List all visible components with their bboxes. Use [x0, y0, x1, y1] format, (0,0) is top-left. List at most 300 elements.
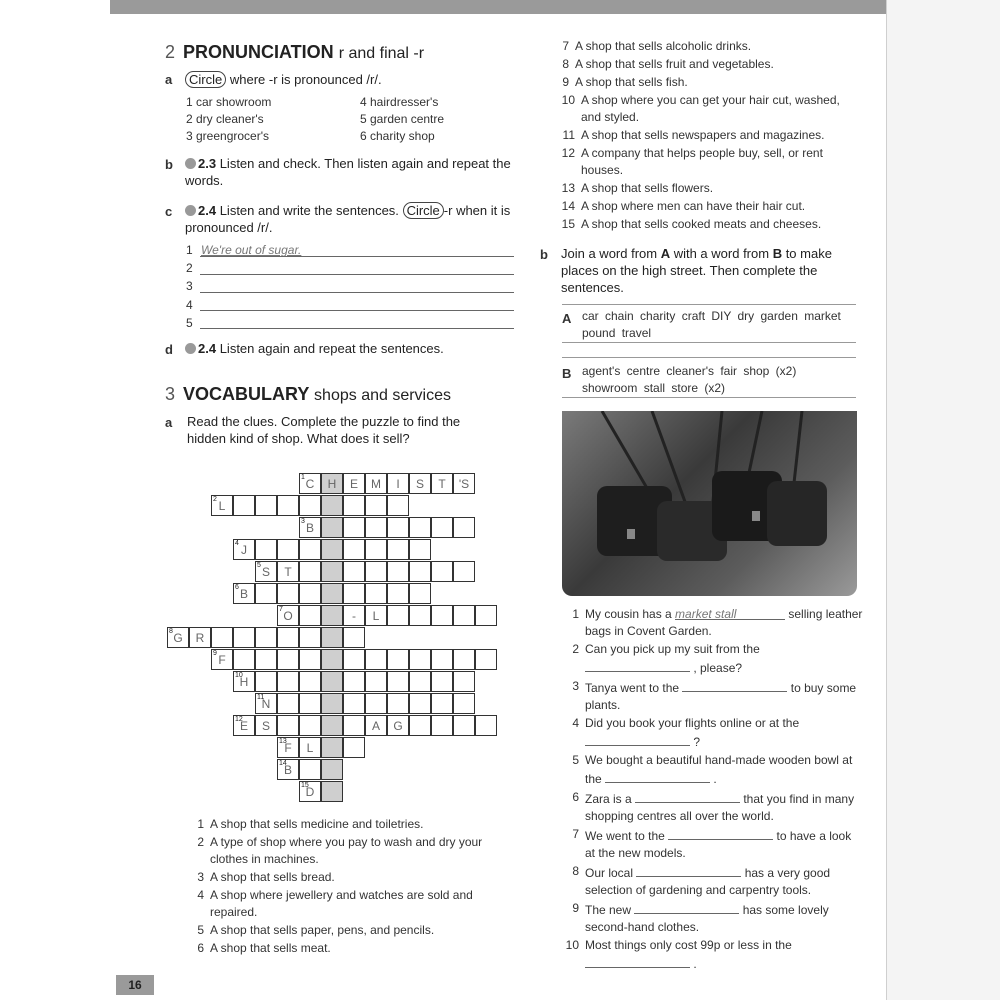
crossword-cell[interactable] [475, 605, 497, 626]
clue-item [188, 834, 498, 868]
crossword-cell[interactable] [255, 583, 277, 604]
crossword-cell[interactable] [409, 671, 431, 692]
crossword-cell[interactable] [233, 627, 255, 648]
clue-text: A shop where men can have their hair cut. [581, 199, 806, 213]
clue-text: A shop that sells bread. [210, 870, 335, 884]
crossword-cell[interactable] [431, 473, 453, 494]
clue-number: 10 [235, 672, 243, 679]
crossword-cell[interactable] [387, 517, 409, 538]
clue-number: 14 [279, 760, 287, 767]
crossword-cell[interactable] [321, 781, 343, 802]
crossword-cell[interactable] [387, 649, 409, 670]
sentence-text [585, 900, 863, 936]
answer-blank[interactable] [605, 769, 710, 783]
crossword-cell[interactable] [299, 473, 321, 494]
clue-number: 8 [562, 57, 569, 71]
sentence-post: that you find in many shopping centres all over the world. [585, 792, 855, 823]
sentence-pre: My cousin has a [585, 607, 676, 621]
crossword-cell[interactable] [277, 561, 299, 582]
crossword-cell[interactable] [453, 561, 475, 582]
crossword-cell[interactable] [277, 605, 299, 626]
crossword-cell[interactable] [211, 495, 233, 516]
audio-icon[interactable] [185, 205, 196, 216]
crossword-cell[interactable] [343, 693, 365, 714]
exercise-2a-instruction: Circle where -r is pronounced /r/. [185, 71, 382, 88]
crossword-letter: - [352, 608, 356, 623]
crossword-cell[interactable] [365, 517, 387, 538]
crossword-cell[interactable] [387, 671, 409, 692]
crossword-cell[interactable] [321, 715, 343, 736]
crossword-cell[interactable] [343, 715, 365, 736]
crossword-cell[interactable] [189, 627, 211, 648]
exercise-letter-a: a [165, 415, 173, 430]
crossword-cell[interactable] [409, 561, 431, 582]
crossword-cell[interactable] [431, 671, 453, 692]
crossword-cell[interactable] [277, 539, 299, 560]
sentence-text [585, 937, 863, 973]
crossword-letter: S [261, 718, 270, 733]
crossword-letter: B [283, 762, 292, 777]
answer-blank[interactable] [585, 954, 690, 968]
crossword-cell[interactable] [343, 627, 365, 648]
crossword-cell[interactable] [409, 583, 431, 604]
exercise-letter-b: b [540, 247, 548, 262]
crossword-letter: C [305, 476, 315, 491]
crossword-cell[interactable] [431, 693, 453, 714]
exercise-letter-a: a [165, 72, 173, 87]
crossword-letter: A [371, 718, 380, 733]
sentence-post: selling leather bags in Covent Garden. [585, 607, 863, 638]
crossword-letter: S [415, 476, 424, 491]
clue-number: 12 [561, 146, 575, 160]
sentence-item [563, 641, 863, 677]
sentence-number: 10 [565, 938, 579, 952]
clue-number: 11 [257, 694, 265, 701]
crossword-cell[interactable] [255, 627, 277, 648]
crossword-cell[interactable] [321, 561, 343, 582]
crossword-cell[interactable] [431, 561, 453, 582]
crossword-cell[interactable] [299, 737, 321, 758]
crossword-cell[interactable] [233, 583, 255, 604]
clue-item [553, 198, 848, 215]
crossword-cell[interactable] [343, 605, 365, 626]
clue-item [553, 216, 848, 233]
crossword-letter: F [284, 740, 292, 755]
crossword-letter: N [261, 696, 271, 711]
crossword-cell[interactable] [343, 561, 365, 582]
page-number: 16 [116, 975, 154, 995]
sentence-item [563, 752, 863, 788]
crossword-cell[interactable] [277, 737, 299, 758]
sentence-text [585, 715, 863, 751]
exercise-3b-instruction: Join a word from A with a word from B to make places on the high street. Then complete the sentences. [561, 246, 832, 295]
sentence-pre: The new [585, 903, 635, 917]
crossword-cell[interactable] [343, 671, 365, 692]
crossword-cell[interactable] [453, 605, 475, 626]
audio-icon[interactable] [185, 158, 196, 169]
crossword-cell[interactable] [233, 539, 255, 560]
crossword-cell[interactable] [475, 649, 497, 670]
crossword-cell[interactable] [321, 605, 343, 626]
crossword-letter: L [218, 498, 226, 513]
clue-item [188, 940, 498, 957]
crossword-cell[interactable] [321, 517, 343, 538]
crossword-cell[interactable] [321, 759, 343, 780]
crossword-cell[interactable] [299, 605, 321, 626]
crossword-cell[interactable] [299, 649, 321, 670]
crossword-cell[interactable] [255, 495, 277, 516]
page-edge [886, 0, 1000, 1000]
clue-item [553, 38, 848, 55]
crossword-cell[interactable] [233, 715, 255, 736]
crossword-cell[interactable] [167, 627, 189, 648]
crossword-cell[interactable] [343, 517, 365, 538]
exercise-2b-instruction: 2.3 Listen and check. Then listen again and repeat the words. [185, 156, 511, 188]
clue-item [188, 816, 498, 833]
crossword-cell[interactable] [475, 715, 497, 736]
crossword-cell[interactable] [365, 693, 387, 714]
write-line[interactable] [200, 328, 514, 329]
divider [562, 357, 856, 358]
clue-number: 8 [169, 628, 173, 635]
crossword-letter: 'S [458, 476, 470, 491]
write-line[interactable] [200, 274, 514, 275]
clue-number: 1 [197, 817, 204, 831]
clue-number: 4 [197, 888, 204, 902]
clue-number: 6 [197, 941, 204, 955]
crossword-cell[interactable] [299, 671, 321, 692]
answer-blank[interactable] [682, 678, 787, 692]
crossword-cell[interactable] [365, 473, 387, 494]
line-number: 4 [186, 298, 193, 312]
clue-text: A shop that sells alcoholic drinks. [575, 39, 752, 53]
word-list [186, 94, 516, 145]
top-bar [110, 0, 888, 14]
crossword-cell[interactable] [299, 627, 321, 648]
sentence-post: has a very good selection of gardening and carpentry tools. [585, 866, 831, 897]
crossword-cell[interactable] [233, 671, 255, 692]
crossword-cell[interactable] [277, 671, 299, 692]
crossword-cell[interactable] [453, 517, 475, 538]
crossword-cell[interactable] [387, 561, 409, 582]
crossword-cell[interactable] [409, 517, 431, 538]
crossword-cell[interactable] [453, 693, 475, 714]
crossword-cell[interactable] [409, 715, 431, 736]
exercise-letter-c: c [165, 204, 173, 219]
crossword-cell[interactable] [277, 715, 299, 736]
crossword-letter: L [306, 740, 314, 755]
crossword-cell[interactable] [431, 715, 453, 736]
clue-number: 13 [279, 738, 287, 745]
answer-blank[interactable] [668, 826, 773, 840]
clue-text: A shop that sells fruit and vegetables. [575, 57, 774, 71]
sentence-pre: We went to the [585, 829, 669, 843]
crossword-cell[interactable] [343, 495, 365, 516]
crossword-cell[interactable] [387, 583, 409, 604]
crossword-cell[interactable] [453, 715, 475, 736]
answer-blank[interactable] [585, 732, 690, 746]
sentence-text [585, 752, 863, 788]
crossword-letter: G [173, 630, 183, 645]
sentence-text [585, 863, 863, 899]
crossword-cell[interactable] [321, 583, 343, 604]
clue-number: 7 [562, 39, 569, 53]
leather-bags-photo [562, 411, 857, 596]
clue-item [553, 180, 848, 197]
crossword-cell[interactable] [321, 495, 343, 516]
crossword-cell[interactable] [409, 473, 431, 494]
clue-item [553, 74, 848, 91]
crossword-letter: G [393, 718, 403, 733]
crossword-cell[interactable] [255, 693, 277, 714]
sentence-post: ? [690, 735, 701, 749]
exercise-letter-d: d [165, 342, 173, 357]
crossword-letter: I [396, 476, 400, 491]
crossword-letter: T [438, 476, 446, 491]
sentence-pre: Our local [585, 866, 637, 880]
crossword-cell[interactable] [431, 517, 453, 538]
crossword-cell[interactable] [277, 693, 299, 714]
section-2-heading: 2 PRONUNCIATION r and final -r [165, 42, 425, 62]
clue-item [188, 922, 498, 939]
divider [562, 342, 856, 343]
write-line[interactable] [200, 292, 514, 293]
clue-number: 5 [257, 562, 261, 569]
clue-number: 2 [213, 496, 217, 503]
crossword-cell[interactable] [277, 759, 299, 780]
crossword-letter: B [239, 586, 248, 601]
crossword-cell[interactable] [365, 715, 387, 736]
box-b-label: B [562, 366, 572, 381]
clue-number: 12 [235, 716, 243, 723]
clue-item [553, 145, 848, 179]
crossword-cell[interactable] [321, 737, 343, 758]
crossword-cell[interactable] [409, 539, 431, 560]
clue-number: 5 [197, 923, 204, 937]
crossword-letter: S [261, 564, 270, 579]
answer-blank[interactable] [634, 900, 739, 914]
word-item: 1 car showroom [186, 95, 272, 109]
sentence-number: 9 [572, 901, 579, 915]
crossword-cell[interactable] [431, 605, 453, 626]
sentence-text [585, 678, 863, 714]
clue-text: A shop where jewellery and watches are sold and repaired. [210, 888, 473, 919]
clue-text: A shop that sells flowers. [581, 181, 714, 195]
crossword-cell[interactable] [255, 649, 277, 670]
crossword-cell[interactable] [365, 495, 387, 516]
crossword-cell[interactable] [321, 539, 343, 560]
sentence-pre: We bought a beautiful hand-made wooden bowl at the [585, 753, 853, 786]
crossword-cell[interactable] [299, 715, 321, 736]
crossword-cell[interactable] [321, 473, 343, 494]
divider [562, 397, 856, 398]
crossword-cell[interactable] [277, 649, 299, 670]
sentence-item [563, 863, 863, 899]
crossword-cell[interactable] [321, 627, 343, 648]
crossword-cell[interactable] [277, 583, 299, 604]
divider [562, 304, 856, 305]
clue-text: A shop where you can get your hair cut, washed, and styled. [581, 93, 840, 124]
clue-text: A type of shop where you pay to wash and dry your clothes in machines. [210, 835, 483, 866]
crossword-cell[interactable] [211, 627, 233, 648]
clue-number: 1 [301, 474, 305, 481]
crossword-cell[interactable] [409, 693, 431, 714]
crossword-cell[interactable] [255, 715, 277, 736]
sentence-pre: Zara is a [585, 792, 636, 806]
crossword-cell[interactable] [365, 605, 387, 626]
crossword-letter: R [195, 630, 205, 645]
crossword-cell[interactable] [277, 627, 299, 648]
crossword-cell[interactable] [365, 539, 387, 560]
exercise-2d-instruction: 2.4 Listen again and repeat the sentences. [185, 340, 444, 357]
line-number: 1 [186, 243, 193, 257]
sentence-text [585, 789, 863, 825]
crossword-cell[interactable] [321, 649, 343, 670]
clue-item [553, 56, 848, 73]
clue-number: 6 [235, 584, 239, 591]
crossword-cell[interactable] [453, 473, 475, 494]
crossword-cell[interactable] [365, 583, 387, 604]
sentence-item [563, 715, 863, 751]
audio-icon[interactable] [185, 343, 196, 354]
crossword-cell[interactable] [233, 495, 255, 516]
sentence-text [585, 641, 863, 677]
clue-item [188, 887, 498, 921]
bags-illustration [562, 411, 857, 596]
clue-text: A shop that sells fish. [575, 75, 688, 89]
clue-number: 3 [301, 518, 305, 525]
crossword-cell[interactable] [299, 539, 321, 560]
crossword-cell[interactable] [343, 539, 365, 560]
clue-number: 9 [562, 75, 569, 89]
word-item: 5 garden centre [360, 112, 445, 126]
crossword-cell[interactable] [387, 539, 409, 560]
crossword-cell[interactable] [211, 649, 233, 670]
sentence-text [585, 606, 863, 640]
exercise-2c-instruction: 2.4 Listen and write the sentences. Circle -r when it is pronounced /r/. [185, 203, 511, 235]
crossword-cell[interactable] [299, 781, 321, 802]
crossword-cell[interactable] [255, 561, 277, 582]
crossword-cell[interactable] [387, 715, 409, 736]
sentence-item [563, 900, 863, 936]
crossword-cell[interactable] [277, 495, 299, 516]
box-a-label: A [562, 311, 572, 326]
crossword-letter: M [371, 476, 381, 491]
exercise-3a-instruction: Read the clues. Complete the puzzle to find the hidden kind of shop. What does it sell? [187, 414, 461, 446]
crossword-cell[interactable] [343, 737, 365, 758]
sentence-pre: Tanya went to the [585, 681, 683, 695]
clue-item [188, 869, 498, 886]
clue-number: 15 [301, 782, 309, 789]
clue-number: 7 [279, 606, 283, 613]
crossword-cell[interactable] [387, 605, 409, 626]
crossword-cell[interactable] [299, 759, 321, 780]
write-line[interactable] [200, 310, 514, 311]
sentence-post: . [690, 957, 697, 971]
crossword-cell[interactable] [365, 671, 387, 692]
clues-list-right [553, 38, 848, 234]
sentence-number: 8 [572, 864, 579, 878]
word-item: 6 charity shop [360, 129, 435, 143]
clue-text: A shop that sells meat. [210, 941, 331, 955]
sentence-post: to have a look at the new models. [585, 829, 852, 860]
answer-blank[interactable]: market stall [675, 606, 785, 620]
clue-item [553, 127, 848, 144]
crossword-letter: T [284, 564, 292, 579]
crossword-cell[interactable] [255, 539, 277, 560]
crossword-letter: J [241, 542, 247, 557]
line-number: 5 [186, 316, 193, 330]
crossword-cell[interactable] [233, 649, 255, 670]
clue-text: A company that helps people buy, sell, or rent houses. [581, 146, 823, 177]
crossword-cell[interactable] [387, 473, 409, 494]
sentence-post: . [710, 772, 717, 786]
sentence-post: to buy some plants. [585, 681, 857, 712]
box-a-words: car chain charity craft DIY dry garden market pound travel [582, 309, 841, 340]
crossword-cell[interactable] [299, 561, 321, 582]
word-item: 2 dry cleaner's [186, 112, 264, 126]
crossword-cell[interactable] [299, 583, 321, 604]
line-number: 3 [186, 279, 193, 293]
crossword-letter: E [349, 476, 358, 491]
clue-number: 13 [561, 181, 575, 195]
crossword-cell[interactable] [409, 649, 431, 670]
clue-number: 2 [197, 835, 204, 849]
crossword-grid [167, 473, 507, 803]
clue-number: 15 [561, 217, 575, 231]
crossword-cell[interactable] [365, 561, 387, 582]
crossword-cell[interactable] [321, 693, 343, 714]
crossword-cell[interactable] [299, 693, 321, 714]
crossword-cell[interactable] [255, 671, 277, 692]
crossword-cell[interactable] [343, 583, 365, 604]
clue-text: A shop that sells newspapers and magazines. [581, 128, 825, 142]
crossword-cell[interactable] [409, 605, 431, 626]
sentence-number: 4 [572, 716, 579, 730]
sentence-item [563, 826, 863, 862]
crossword-cell[interactable] [431, 649, 453, 670]
crossword-letter: D [305, 784, 315, 799]
sentence-number: 7 [572, 827, 579, 841]
sentence-pre: Can you pick up my suit from the [585, 642, 760, 656]
answer-blank[interactable] [635, 789, 740, 803]
example-answer: We're out of sugar. [201, 243, 302, 257]
crossword-cell[interactable] [387, 495, 409, 516]
crossword-cell[interactable] [365, 649, 387, 670]
crossword-cell[interactable] [321, 671, 343, 692]
sentence-post: , please? [690, 661, 743, 675]
sentence-item [563, 789, 863, 825]
word-item: 4 hairdresser's [360, 95, 439, 109]
crossword-letter: L [372, 608, 380, 623]
crossword-letter: O [283, 608, 293, 623]
clue-number: 11 [562, 128, 575, 142]
clue-number: 10 [561, 93, 575, 107]
write-line[interactable] [200, 256, 514, 257]
crossword-cell[interactable] [453, 671, 475, 692]
crossword-cell[interactable] [343, 649, 365, 670]
crossword-letter: F [218, 652, 226, 667]
clues-list-left [188, 816, 498, 958]
crossword-cell[interactable] [453, 649, 475, 670]
crossword-cell[interactable] [387, 693, 409, 714]
crossword-cell[interactable] [299, 517, 321, 538]
answer-blank[interactable] [585, 658, 690, 672]
clue-item [553, 92, 848, 126]
answer-blank[interactable] [636, 863, 741, 877]
crossword-cell[interactable] [299, 495, 321, 516]
crossword-cell[interactable] [343, 473, 365, 494]
